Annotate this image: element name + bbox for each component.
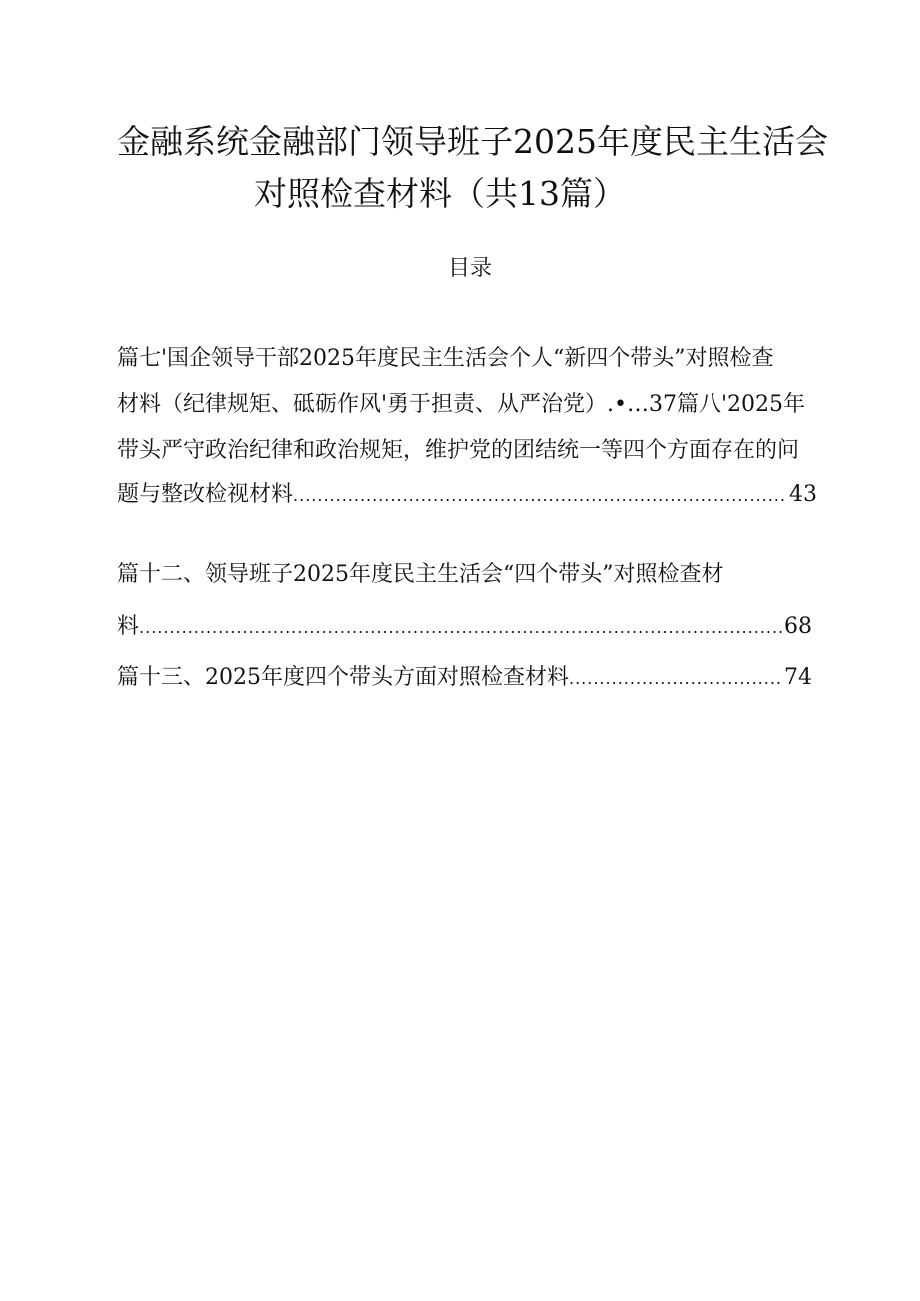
toc-entry-2-page-number: 68 (784, 614, 812, 639)
toc-entry-2-last-line[interactable] (117, 612, 812, 643)
document-title-line-1: 金融系统金融部门领导班子2025年度民主生活会 (117, 122, 828, 161)
toc-heading: 目录 (447, 256, 492, 281)
toc-entry-3-page-number: 74 (784, 665, 812, 690)
toc-entry-1-last-line[interactable] (117, 480, 817, 511)
toc-entry-3-last-line[interactable] (117, 663, 812, 694)
toc-entry-3-text: 篇十三、2025年度四个带头方面对照检查材料 (117, 665, 569, 690)
toc-entry-1-line-2[interactable]: 材料（纪律规矩、砥砺作风'勇于担责、从严治党）.•…37篇八'2025年 (117, 392, 806, 417)
toc-dot-leader (569, 664, 782, 694)
toc-entry-2-line-1[interactable]: 篇十二、领导班子2025年度民主生活会“四个带头”对照检查材 (117, 562, 724, 587)
toc-dot-leader (139, 613, 782, 643)
toc-entry-2-text: 料 (117, 614, 140, 639)
toc-entry-1-text: 题与整改检视材料 (117, 482, 294, 507)
toc-entry-1-page-number: 43 (789, 482, 817, 507)
toc-dot-leader (293, 481, 787, 511)
toc-entry-1-line-3[interactable]: 带头严守政治纪律和政治规矩，维护党的团结统一等四个方面存在的问 (117, 438, 800, 463)
toc-entry-1-line-1[interactable]: 篇七'国企领导干部2025年度民主生活会个人“新四个带头”对照检查 (117, 346, 774, 371)
document-title-line-2: 对照检查材料（共13篇） (254, 174, 626, 213)
